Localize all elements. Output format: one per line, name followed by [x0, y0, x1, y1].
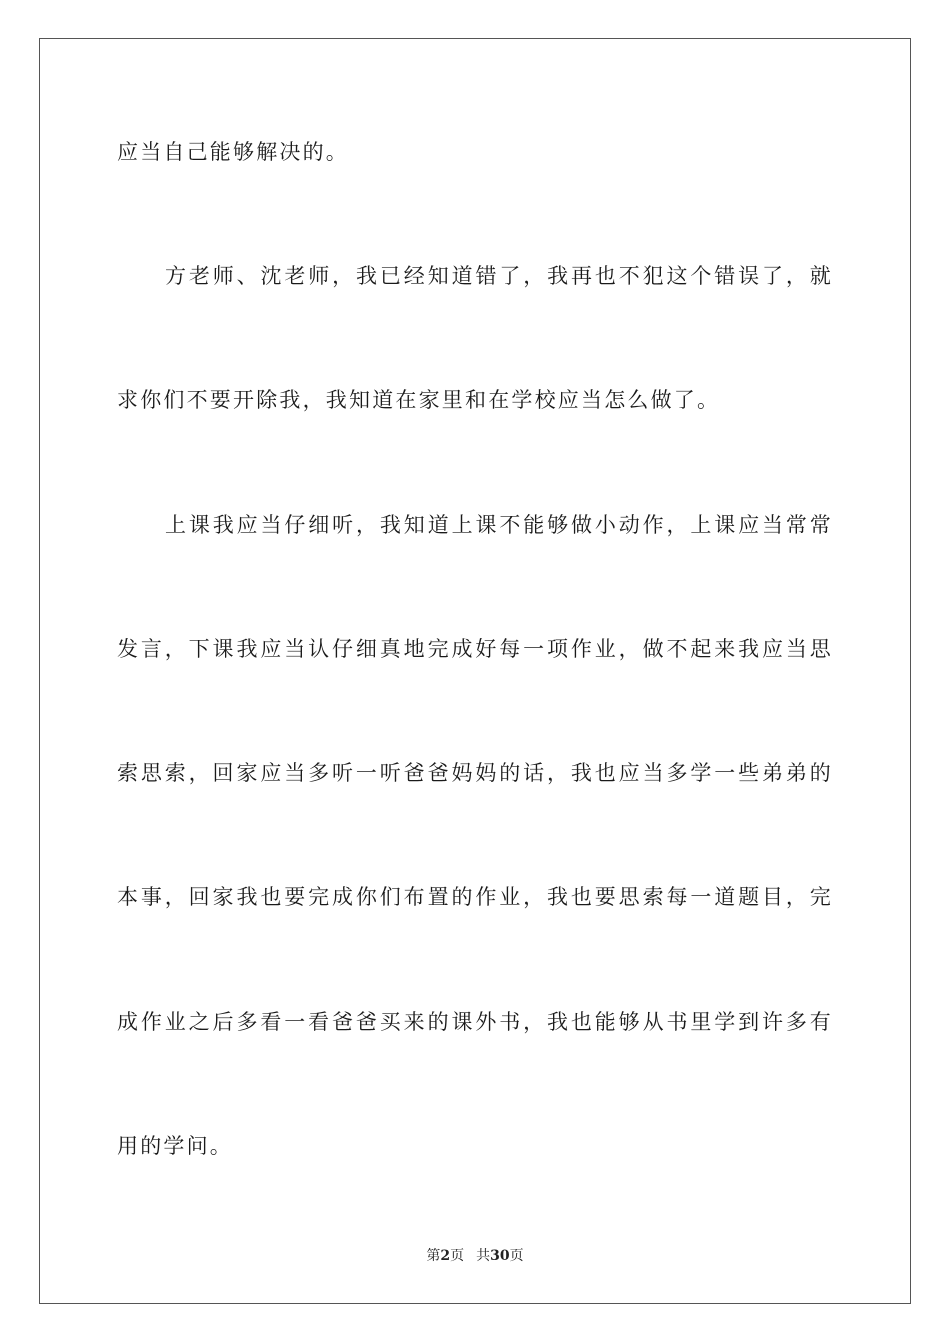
total-pages: 30 — [490, 1248, 510, 1264]
text-line: 本事，回家我也要完成你们布置的作业，我也要思索每一道题目，完 — [117, 885, 833, 909]
paragraph-first-line: 上课我应当仔细听，我知道上课不能够做小动作，上课应当常常 — [165, 513, 833, 537]
page-footer — [0, 1246, 950, 1266]
text-line: 发言，下课我应当认仔细真地完成好每一项作业，做不起来我应当思 — [117, 637, 833, 661]
text-line: 求你们不要开除我，我知道在家里和在学校应当怎么做了。 — [117, 388, 721, 412]
text-line: 应当自己能够解决的。 — [117, 140, 349, 164]
text-line: 索思索，回家应当多听一听爸爸妈妈的话，我也应当多学一些弟弟的 — [117, 761, 833, 785]
page-suffix: 页 — [450, 1248, 465, 1264]
total-suffix: 页 — [509, 1248, 524, 1264]
page-prefix: 第 — [426, 1248, 441, 1264]
text-line: 用的学问。 — [117, 1134, 233, 1158]
page-frame — [39, 38, 911, 1304]
text-line: 成作业之后多看一看爸爸买来的课外书，我也能够从书里学到许多有 — [117, 1010, 833, 1034]
page-number: 2 — [440, 1248, 451, 1264]
total-prefix: 共 — [476, 1248, 491, 1264]
paragraph-first-line: 方老师、沈老师，我已经知道错了，我再也不犯这个错误了，就 — [165, 264, 833, 288]
